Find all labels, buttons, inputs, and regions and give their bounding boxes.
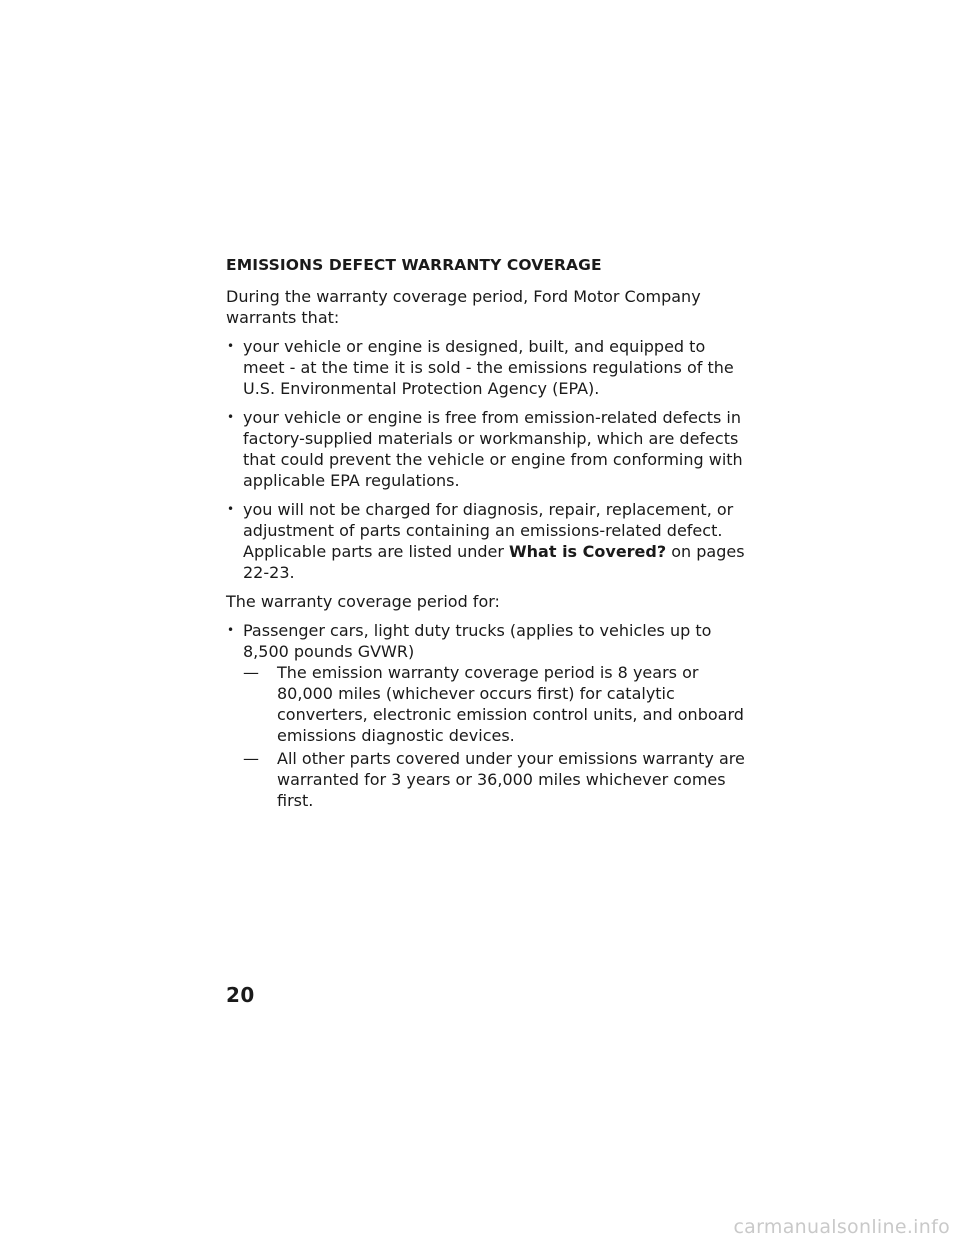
what-is-covered-reference: What is Covered?	[509, 542, 667, 561]
subitem-text: All other parts covered under your emissions warranty are warranted for 3 years or 36,000 miles whichever comes first.	[277, 749, 745, 810]
bullet-text: your vehicle or engine is free from emission-related defects in factory-supplied materials or workmanship, which are defects that could prevent the vehicle or engine from conforming with applicable EPA regulations.	[243, 408, 743, 490]
intro-paragraph: During the warranty coverage period, Ford Motor Company warrants that:	[226, 287, 701, 327]
bullet-text-before: you will not be charged for diagnosis, repair, replacement, or adjustment of parts containing an emissions-related defect. Applicable parts are listed under	[243, 500, 734, 561]
subitem-text: The emission warranty coverage period is 8 years or 80,000 miles (whichever occurs first) for catalytic converters, electronic emission control units, and onboard emissions diagnostic devices.	[277, 663, 744, 745]
bullet-item-epa-design	[226, 336, 746, 399]
dash-mark: —	[243, 749, 259, 768]
coverage-subitem-list	[243, 662, 746, 811]
bullet-item-passenger-cars	[226, 620, 746, 811]
section-heading: EMISSIONS DEFECT WARRANTY COVERAGE	[226, 256, 602, 274]
warranty-bullet-list	[226, 336, 746, 583]
coverage-subitem	[243, 662, 746, 746]
coverage-subitem	[243, 748, 746, 811]
bullet-text: your vehicle or engine is designed, built, and equipped to meet - at the time it is sold - the emissions regulations of the U.S. Environmental Protection Agency (EPA).	[243, 337, 734, 398]
page-content	[226, 255, 746, 819]
bullet-item-no-charge	[226, 499, 746, 583]
dash-mark: —	[243, 663, 259, 682]
bullet-text-after: on pages 22-23.	[243, 542, 745, 582]
page-number: 20	[226, 983, 255, 1007]
watermark: carmanualsonline.info	[733, 1216, 950, 1238]
bullet-text: Passenger cars, light duty trucks (applies to vehicles up to 8,500 pounds GVWR)	[243, 621, 712, 661]
coverage-period-intro: The warranty coverage period for:	[226, 592, 500, 611]
coverage-period-list	[226, 620, 746, 811]
bullet-item-defect-free	[226, 407, 746, 491]
